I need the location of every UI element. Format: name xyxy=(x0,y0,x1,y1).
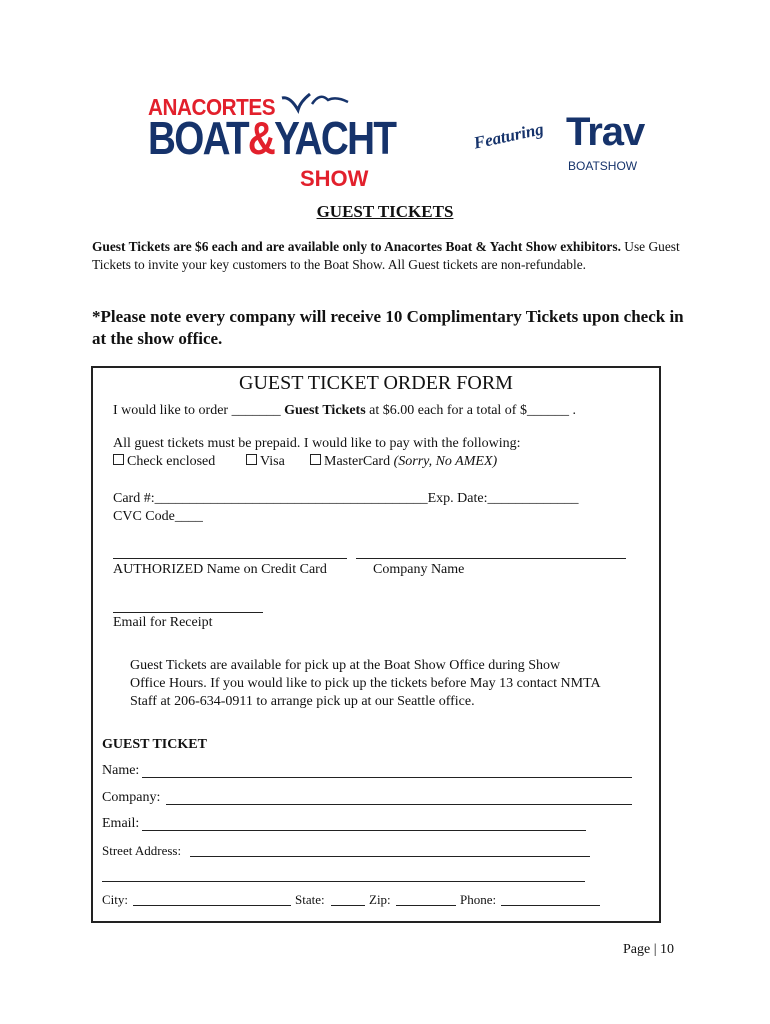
card-number-field[interactable]: Card #:_______________________________________Exp. Date:_____________ xyxy=(113,491,579,506)
partner-logo-subtitle: BOATSHOW xyxy=(568,159,638,173)
payment-mastercard-option[interactable]: MasterCard (Sorry, No AMEX) xyxy=(310,454,497,470)
city-label: City: xyxy=(102,892,129,907)
company-field[interactable] xyxy=(166,804,632,805)
payment-visa-option[interactable]: Visa xyxy=(246,454,285,470)
street-address-label: Street Address: xyxy=(102,843,182,858)
logo-show-clip xyxy=(300,166,380,191)
partner-logo xyxy=(566,110,645,176)
email-receipt-line[interactable] xyxy=(113,612,263,613)
checkbox-icon[interactable] xyxy=(113,454,124,465)
zip-label: Zip: xyxy=(369,892,391,907)
logo-show-text: SHOW xyxy=(300,166,369,191)
street-address-field[interactable] xyxy=(190,856,590,857)
featuring-text: Featuring xyxy=(472,119,546,153)
phone-field[interactable] xyxy=(501,905,600,906)
intro-paragraph xyxy=(92,238,692,274)
name-field[interactable] xyxy=(142,777,632,778)
partner-logo-word: Trav xyxy=(566,110,645,154)
pickup-info-line-3: Staff at 206-634-0911 to arrange pick up at our Seattle office. xyxy=(130,694,475,709)
prepaid-text: All guest tickets must be prepaid. I would like to pay with the following: xyxy=(113,436,521,451)
logo-boat-yacht-text: BOAT&YACHT xyxy=(148,112,396,164)
page-number: Page | 10 xyxy=(623,942,675,957)
authorized-name-line[interactable] xyxy=(113,558,347,559)
complimentary-note: *Please note every company will receive 10 Complimentary Tickets upon check in at the show office. xyxy=(92,307,684,348)
checkbox-icon[interactable] xyxy=(310,454,321,465)
name-label: Name: xyxy=(102,763,140,778)
authorized-name-label: AUTHORIZED Name on Credit Card xyxy=(113,562,327,577)
checkbox-icon[interactable] xyxy=(246,454,257,465)
email-field[interactable] xyxy=(142,830,586,831)
no-amex-note: (Sorry, No AMEX) xyxy=(393,454,498,469)
payment-check-option[interactable]: Check enclosed xyxy=(113,454,215,470)
company-name-label: Company Name xyxy=(373,562,465,577)
state-label: State: xyxy=(295,892,325,907)
pickup-info-line-2: Office Hours. If you would like to pick up the tickets before May 13 contact NMTA xyxy=(130,676,601,691)
order-quantity-line[interactable]: I would like to order _______ Guest Tickets at $6.00 each for a total of $______ . xyxy=(113,403,576,418)
guest-ticket-heading: GUEST TICKET xyxy=(102,737,207,752)
email-receipt-label: Email for Receipt xyxy=(113,615,213,630)
intro-rest: Use Guest Tickets to invite your key customers to the Boat Show. All Guest tickets are non-refundable. xyxy=(92,239,680,272)
cvc-field[interactable]: CVC Code____ xyxy=(113,509,203,524)
zip-field[interactable] xyxy=(396,905,456,906)
intro-bold: Guest Tickets are $6 each and are available only to Anacortes Boat & Yacht Show exhibitors. xyxy=(92,239,621,254)
city-field[interactable] xyxy=(133,905,291,906)
company-name-line[interactable] xyxy=(356,558,626,559)
pickup-info-line-1: Guest Tickets are available for pick up at the Boat Show Office during Show xyxy=(130,658,561,673)
company-label: Company: xyxy=(102,790,161,805)
state-field[interactable] xyxy=(331,905,365,906)
email-label: Email: xyxy=(102,816,140,831)
phone-label: Phone: xyxy=(460,892,497,907)
street-address-field-2[interactable] xyxy=(102,881,585,882)
page-title: GUEST TICKETS xyxy=(316,202,454,221)
logo-anacortes-text: ANACORTES xyxy=(148,94,276,120)
order-form-title: GUEST TICKET ORDER FORM xyxy=(239,372,513,394)
